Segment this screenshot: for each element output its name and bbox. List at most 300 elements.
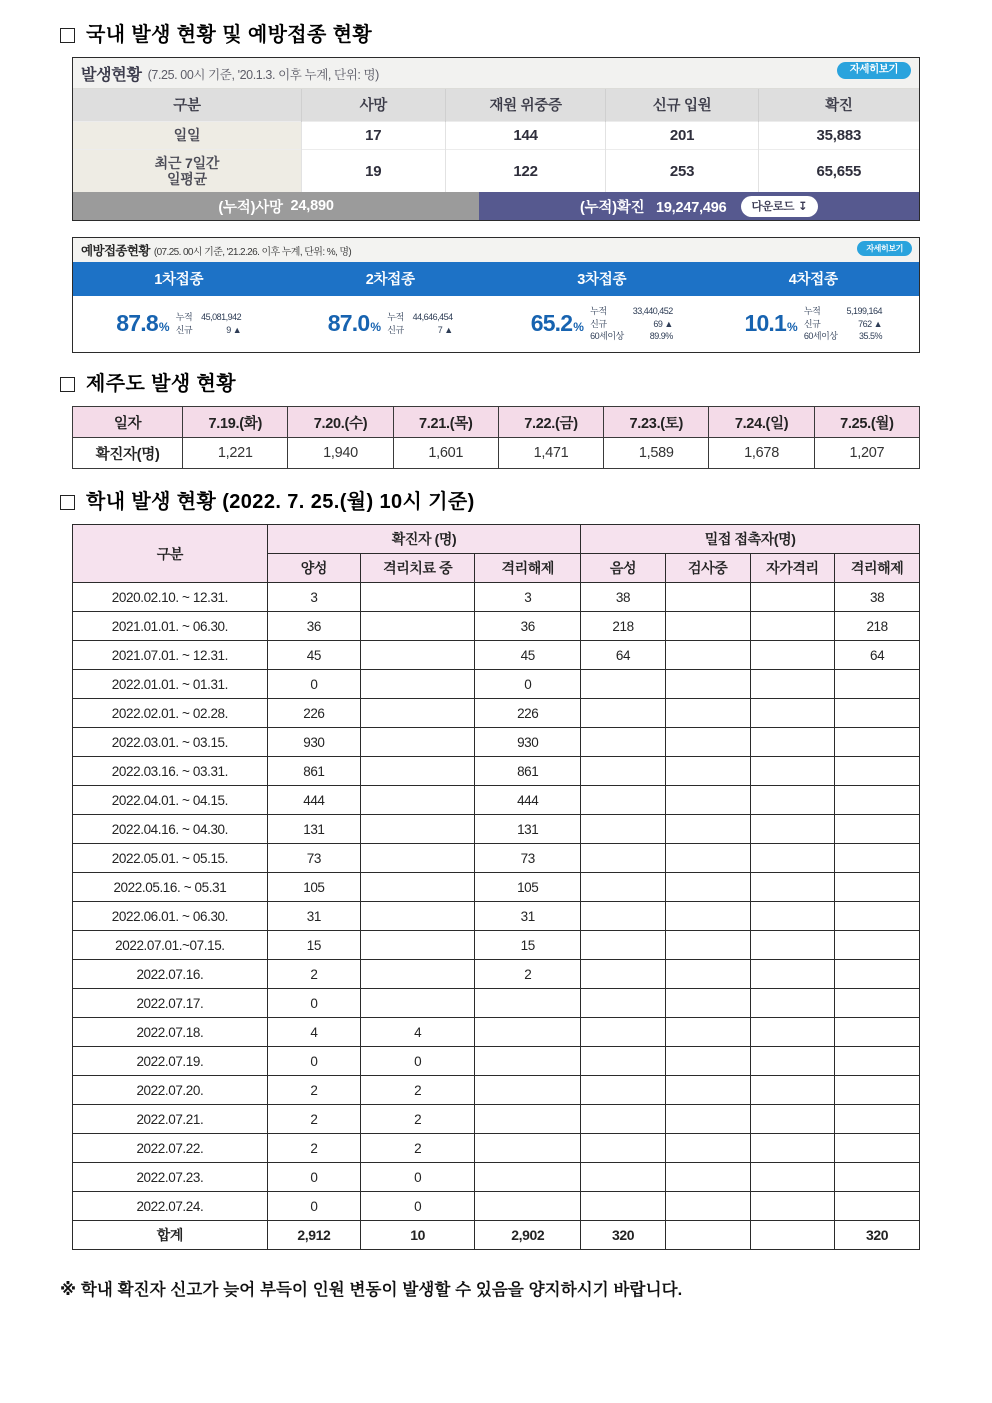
school-cell-isolation-released: 31 [475, 902, 581, 931]
vaccination-dose2-cell [285, 296, 497, 352]
school-cell-contact-isolation-released [835, 1047, 920, 1076]
school-cell-testing [665, 1134, 750, 1163]
outbreak-row-label-line1: 최근 7일간 [154, 155, 220, 171]
outbreak-caption-note: (7.25. 00시 기준, '20.1.3. 이후 누계, 단위: 명) [147, 67, 379, 82]
school-cell-testing [665, 1192, 750, 1221]
school-cell-in-isolation-treatment [360, 728, 474, 757]
school-cell-self-isolation [750, 1105, 835, 1134]
school-cell-positive: 15 [267, 931, 360, 960]
outbreak-daily-death: 17 [301, 122, 445, 150]
cumulative-confirmed-value: 19,247,496 [655, 199, 727, 216]
school-cell-isolation-released [475, 1105, 581, 1134]
outbreak-row-label-weekly-avg [73, 150, 301, 193]
stat-key: 신규 [803, 318, 821, 329]
table-row [73, 786, 920, 815]
school-row-label: 2022.07.20. [73, 1076, 268, 1105]
outbreak-avg-critical: 122 [445, 150, 606, 193]
school-row-label: 2022.07.21. [73, 1105, 268, 1134]
vaccination-dose4-percent [744, 312, 796, 335]
checkbox-icon [60, 495, 75, 510]
table-row [73, 844, 920, 873]
outbreak-row-label-daily: 일일 [73, 122, 301, 150]
school-total-self-isolation [750, 1221, 835, 1250]
school-cell-positive: 36 [267, 612, 360, 641]
jeju-value-0719: 1,221 [183, 438, 288, 469]
outbreak-col-death: 사망 [301, 89, 445, 122]
table-row [73, 1163, 920, 1192]
school-cell-negative [581, 786, 666, 815]
stat-value: 44,646,454 [412, 312, 453, 323]
school-cell-self-isolation [750, 699, 835, 728]
school-cell-negative: 38 [581, 583, 666, 612]
jeju-value-0725: 1,207 [814, 438, 919, 469]
jeju-value-0721: 1,601 [393, 438, 498, 469]
school-cell-negative [581, 902, 666, 931]
school-cell-contact-isolation-released [835, 1134, 920, 1163]
school-cell-positive: 444 [267, 786, 360, 815]
stat-value: 35.5% [859, 331, 883, 341]
school-total-row [73, 1221, 920, 1250]
vaccination-dose2-percent-unit: % [370, 320, 381, 335]
outbreak-daily-newadmission: 201 [606, 122, 758, 150]
school-col-isolation-released: 격리해제 [475, 554, 581, 583]
school-cell-contact-isolation-released [835, 844, 920, 873]
school-cell-negative [581, 1134, 666, 1163]
school-cell-in-isolation-treatment [360, 960, 474, 989]
school-cell-self-isolation [750, 612, 835, 641]
school-cell-isolation-released [475, 1047, 581, 1076]
table-row [73, 641, 920, 670]
stat-key: 누적 [175, 312, 193, 323]
school-cell-contact-isolation-released [835, 902, 920, 931]
school-group-contacts: 밀접 접촉자(명) [581, 525, 920, 554]
table-row [73, 1192, 920, 1221]
school-row-label: 2022.07.17. [73, 989, 268, 1018]
school-cell-testing [665, 641, 750, 670]
school-cell-self-isolation [750, 902, 835, 931]
table-row [73, 989, 920, 1018]
school-cell-testing [665, 670, 750, 699]
outbreak-avg-confirmed: 65,655 [758, 150, 919, 193]
vaccination-dose3-header: 3차접종 [577, 272, 627, 289]
school-cell-positive: 2 [267, 1076, 360, 1105]
school-row-label: 2022.07.23. [73, 1163, 268, 1192]
vaccination-dose1-percent-value: 87.8 [116, 310, 158, 337]
outbreak-status-panel [72, 57, 920, 221]
school-cell-positive: 45 [267, 641, 360, 670]
checkbox-icon [60, 28, 75, 43]
stat-value: 5,199,164 [846, 306, 883, 317]
school-cell-self-isolation [750, 960, 835, 989]
school-group-confirmed: 확진자 (명) [267, 525, 580, 554]
school-total-in-isolation: 10 [360, 1221, 474, 1250]
school-cell-self-isolation [750, 815, 835, 844]
school-cell-positive: 2 [267, 1134, 360, 1163]
school-cell-negative [581, 931, 666, 960]
section-heading-domestic [60, 24, 932, 46]
school-cell-positive: 226 [267, 699, 360, 728]
school-row-label: 2021.07.01. ~ 12.31. [73, 641, 268, 670]
school-cell-contact-isolation-released [835, 757, 920, 786]
outbreak-col-newadmission: 신규 입원 [606, 89, 758, 122]
school-cell-in-isolation-treatment: 2 [360, 1076, 474, 1105]
jeju-col-0724: 7.24.(일) [709, 407, 814, 438]
outbreak-detail-button[interactable]: 자세히보기 [837, 62, 911, 79]
school-row-label: 2020.02.10. ~ 12.31. [73, 583, 268, 612]
table-row [73, 757, 920, 786]
school-cell-negative [581, 960, 666, 989]
school-cell-contact-isolation-released [835, 931, 920, 960]
school-cell-contact-isolation-released [835, 815, 920, 844]
outbreak-col-division: 구분 [73, 89, 301, 122]
school-cell-self-isolation [750, 873, 835, 902]
stat-value: 762 ▲ [858, 318, 883, 329]
download-button[interactable] [741, 196, 819, 217]
school-cell-contact-isolation-released [835, 1163, 920, 1192]
vaccination-dose3-percent-value: 65.2 [530, 310, 573, 337]
school-cell-negative [581, 1047, 666, 1076]
school-cell-testing [665, 1076, 750, 1105]
section-heading-jeju [60, 373, 932, 395]
stat-value: 69 ▲ [653, 318, 673, 329]
download-icon: ↧ [797, 200, 808, 213]
school-cell-negative [581, 1018, 666, 1047]
cumulative-death-label: (누적)사망 [218, 199, 283, 216]
school-total-isolation-released: 2,902 [475, 1221, 581, 1250]
vaccination-caption [73, 238, 919, 262]
school-cell-positive: 131 [267, 815, 360, 844]
jeju-col-0725: 7.25.(월) [814, 407, 919, 438]
outbreak-col-critical: 재원 위중증 [445, 89, 606, 122]
school-row-label: 2022.06.01. ~ 06.30. [73, 902, 268, 931]
school-cell-in-isolation-treatment: 0 [360, 1047, 474, 1076]
school-cell-isolation-released: 3 [475, 583, 581, 612]
school-cell-self-isolation [750, 641, 835, 670]
school-cell-isolation-released [475, 1192, 581, 1221]
school-cell-in-isolation-treatment [360, 641, 474, 670]
table-row [73, 728, 920, 757]
school-cell-self-isolation [750, 1047, 835, 1076]
school-col-testing: 검사중 [665, 554, 750, 583]
school-cell-testing [665, 902, 750, 931]
school-row-label: 2022.05.16. ~ 05.31 [73, 873, 268, 902]
school-cell-positive: 930 [267, 728, 360, 757]
school-header-row-1 [73, 525, 920, 554]
outbreak-col-confirmed: 확진 [758, 89, 919, 122]
jeju-col-date: 일자 [73, 407, 183, 438]
school-cell-in-isolation-treatment [360, 844, 474, 873]
school-col-self-isolation: 자가격리 [750, 554, 835, 583]
school-cell-in-isolation-treatment [360, 786, 474, 815]
school-cell-positive: 105 [267, 873, 360, 902]
stat-value: 9 ▲ [226, 324, 242, 335]
school-cell-self-isolation [750, 786, 835, 815]
school-cell-negative [581, 1105, 666, 1134]
school-cell-testing [665, 1105, 750, 1134]
school-cell-isolation-released: 444 [475, 786, 581, 815]
jeju-col-0720: 7.20.(수) [288, 407, 393, 438]
school-cell-testing [665, 960, 750, 989]
jeju-table [72, 406, 920, 469]
school-row-label: 2022.07.16. [73, 960, 268, 989]
school-cell-positive: 0 [267, 1192, 360, 1221]
school-cell-in-isolation-treatment [360, 931, 474, 960]
vaccination-dose4-percent-value: 10.1 [744, 310, 787, 337]
school-cell-contact-isolation-released [835, 1192, 920, 1221]
school-table-body [73, 583, 920, 1221]
school-cell-testing [665, 699, 750, 728]
jeju-value-0723: 1,589 [604, 438, 709, 469]
cumulative-confirmed-group [580, 196, 727, 217]
table-row [73, 960, 920, 989]
school-cell-self-isolation [750, 989, 835, 1018]
vaccination-dose3-stats [590, 305, 673, 342]
school-row-label: 2022.07.19. [73, 1047, 268, 1076]
vaccination-dose2-stats [387, 311, 452, 336]
stat-key: 신규 [387, 324, 404, 335]
table-row [73, 815, 920, 844]
school-cell-isolation-released: 0 [475, 670, 581, 699]
vaccination-status-panel [72, 237, 920, 353]
school-row-label: 2022.03.01. ~ 03.15. [73, 728, 268, 757]
school-cell-isolation-released: 930 [475, 728, 581, 757]
jeju-value-0724: 1,678 [709, 438, 814, 469]
school-row-label: 2022.04.01. ~ 04.15. [73, 786, 268, 815]
cumulative-confirmed-block [479, 192, 919, 220]
school-cell-negative [581, 989, 666, 1018]
cumulative-confirmed-label: (누적)확진 [579, 199, 645, 216]
download-button-label: 다운로드 [751, 200, 794, 213]
school-cell-testing [665, 1018, 750, 1047]
school-total-contact-released: 320 [835, 1221, 920, 1250]
outbreak-avg-death: 19 [301, 150, 445, 193]
school-col-division: 구분 [73, 525, 268, 583]
stat-key: 60세이상 [590, 331, 624, 341]
school-cell-in-isolation-treatment [360, 873, 474, 902]
school-cell-positive: 31 [267, 902, 360, 931]
cumulative-death-block [73, 192, 479, 220]
cumulative-death-value: 24,890 [290, 198, 334, 215]
school-cell-in-isolation-treatment: 2 [360, 1134, 474, 1163]
school-cell-self-isolation [750, 1163, 835, 1192]
school-cell-contact-isolation-released [835, 1018, 920, 1047]
stat-key: 60세이상 [803, 331, 838, 341]
footer-note: ※ 학내 확진자 신고가 늦어 부득이 인원 변동이 발생할 수 있음을 양지하시기 바랍니다. [60, 1281, 683, 1300]
school-cell-self-isolation [750, 1076, 835, 1105]
table-row [73, 1047, 920, 1076]
school-cell-isolation-released: 45 [475, 641, 581, 670]
table-row [73, 612, 920, 641]
section-title: 국내 발생 현황 및 예방접종 현황 [86, 24, 373, 46]
jeju-header-row [73, 407, 920, 438]
outbreak-daily-confirmed: 35,883 [758, 122, 919, 150]
vaccination-dose1-stats [176, 311, 241, 336]
school-row-label: 2022.07.18. [73, 1018, 268, 1047]
school-col-in-isolation-treatment: 격리치료 중 [360, 554, 474, 583]
stat-value: 33,440,452 [632, 306, 673, 317]
jeju-col-0723: 7.23.(토) [604, 407, 709, 438]
school-cell-negative [581, 815, 666, 844]
school-cell-in-isolation-treatment: 0 [360, 1163, 474, 1192]
vaccination-dose4-stats [804, 305, 882, 342]
school-cell-contact-isolation-released: 218 [835, 612, 920, 641]
section-heading-school [60, 491, 932, 513]
vaccination-dose3-percent-unit: % [573, 320, 584, 335]
vaccination-dose4-percent-unit: % [787, 320, 797, 335]
school-cell-negative [581, 844, 666, 873]
school-cell-isolation-released: 861 [475, 757, 581, 786]
school-cell-testing [665, 931, 750, 960]
school-cell-contact-isolation-released [835, 989, 920, 1018]
vaccination-values-row [73, 296, 919, 352]
school-cell-isolation-released [475, 1018, 581, 1047]
table-row [73, 1018, 920, 1047]
school-cell-isolation-released [475, 989, 581, 1018]
checkbox-icon [60, 377, 75, 392]
table-row [73, 122, 919, 150]
school-cell-negative [581, 699, 666, 728]
vaccination-dose1-percent-unit: % [158, 320, 169, 335]
school-cell-isolation-released [475, 1076, 581, 1105]
school-cell-self-isolation [750, 583, 835, 612]
table-row [73, 1105, 920, 1134]
school-cell-isolation-released: 73 [475, 844, 581, 873]
school-cell-in-isolation-treatment [360, 612, 474, 641]
jeju-col-0722: 7.22.(금) [498, 407, 603, 438]
school-cell-testing [665, 728, 750, 757]
outbreak-avg-newadmission: 253 [606, 150, 758, 193]
school-cell-contact-isolation-released: 38 [835, 583, 920, 612]
school-cell-positive: 0 [267, 670, 360, 699]
school-cell-negative [581, 873, 666, 902]
vaccination-dose1-header: 1차접종 [154, 272, 204, 289]
vaccination-detail-button[interactable]: 자세히보기 [857, 241, 912, 256]
school-cell-positive: 4 [267, 1018, 360, 1047]
school-cell-positive: 3 [267, 583, 360, 612]
school-table [72, 524, 920, 1250]
vaccination-dose2-percent [328, 312, 380, 335]
school-cell-contact-isolation-released [835, 699, 920, 728]
school-cell-contact-isolation-released [835, 873, 920, 902]
school-row-label: 2022.03.16. ~ 03.31. [73, 757, 268, 786]
school-col-negative: 음성 [581, 554, 666, 583]
school-cell-negative [581, 728, 666, 757]
table-row [73, 699, 920, 728]
school-cell-testing [665, 583, 750, 612]
vaccination-caption-title: 예방접종현황 [81, 244, 150, 259]
vaccination-dose2-header: 2차접종 [365, 272, 415, 289]
jeju-col-0721: 7.21.(목) [393, 407, 498, 438]
school-cell-self-isolation [750, 1134, 835, 1163]
section-title: 학내 발생 현황 (2022. 7. 25.(월) 10시 기준) [86, 491, 475, 514]
school-cell-contact-isolation-released [835, 786, 920, 815]
outbreak-caption [73, 58, 919, 89]
school-cell-in-isolation-treatment [360, 902, 474, 931]
stat-key: 누적 [803, 306, 821, 317]
school-cell-positive: 73 [267, 844, 360, 873]
vaccination-dose3-cell [496, 296, 708, 352]
school-cell-contact-isolation-released [835, 728, 920, 757]
table-row [73, 438, 920, 469]
school-cell-self-isolation [750, 844, 835, 873]
vaccination-header-row [73, 262, 919, 296]
table-row [73, 1076, 920, 1105]
school-table-foot [73, 1221, 920, 1250]
table-row [73, 902, 920, 931]
school-cell-self-isolation [750, 757, 835, 786]
vaccination-caption-note: (07.25. 00시 기준, '21.2.26. 이후 누계, 단위: %, 명) [153, 246, 352, 258]
jeju-row-label: 확진자(명) [73, 438, 183, 469]
outbreak-footer-bar [73, 192, 919, 220]
table-row [73, 150, 919, 193]
stat-key: 누적 [387, 312, 404, 323]
stat-value: 89.9% [649, 331, 673, 341]
school-row-label: 2022.07.01.~07.15. [73, 931, 268, 960]
school-cell-positive: 0 [267, 989, 360, 1018]
school-cell-negative [581, 757, 666, 786]
school-cell-self-isolation [750, 931, 835, 960]
school-cell-isolation-released [475, 1134, 581, 1163]
school-cell-negative: 64 [581, 641, 666, 670]
jeju-value-0720: 1,940 [288, 438, 393, 469]
school-cell-self-isolation [750, 670, 835, 699]
vaccination-dose3-percent [531, 312, 583, 335]
section-title: 제주도 발생 현황 [86, 373, 236, 396]
school-col-contact-isolation-released: 격리해제 [835, 554, 920, 583]
school-col-positive: 양성 [267, 554, 360, 583]
jeju-col-0719: 7.19.(화) [183, 407, 288, 438]
vaccination-dose1-cell [73, 296, 285, 352]
school-cell-self-isolation [750, 728, 835, 757]
school-cell-contact-isolation-released [835, 1076, 920, 1105]
school-cell-in-isolation-treatment [360, 989, 474, 1018]
school-total-positive: 2,912 [267, 1221, 360, 1250]
school-cell-in-isolation-treatment: 4 [360, 1018, 474, 1047]
school-row-label: 2022.04.16. ~ 04.30. [73, 815, 268, 844]
school-cell-isolation-released: 131 [475, 815, 581, 844]
school-cell-testing [665, 1163, 750, 1192]
school-cell-negative: 218 [581, 612, 666, 641]
outbreak-daily-critical: 144 [445, 122, 606, 150]
table-row [73, 1134, 920, 1163]
jeju-value-0722: 1,471 [498, 438, 603, 469]
vaccination-dose1-percent [116, 312, 168, 335]
school-row-label: 2022.05.01. ~ 05.15. [73, 844, 268, 873]
school-row-label: 2022.02.01. ~ 02.28. [73, 699, 268, 728]
school-cell-in-isolation-treatment [360, 757, 474, 786]
school-cell-negative [581, 1076, 666, 1105]
school-cell-testing [665, 844, 750, 873]
school-total-negative: 320 [581, 1221, 666, 1250]
school-cell-self-isolation [750, 1192, 835, 1221]
school-cell-testing [665, 612, 750, 641]
school-cell-testing [665, 989, 750, 1018]
table-row [73, 931, 920, 960]
table-row [73, 873, 920, 902]
school-cell-testing [665, 873, 750, 902]
school-cell-testing [665, 757, 750, 786]
outbreak-row-label-line2: 일평균 [166, 171, 207, 188]
school-cell-testing [665, 1047, 750, 1076]
school-cell-in-isolation-treatment [360, 699, 474, 728]
school-row-label: 2022.01.01. ~ 01.31. [73, 670, 268, 699]
school-cell-isolation-released [475, 1163, 581, 1192]
school-total-label: 합계 [73, 1221, 268, 1250]
school-cell-positive: 0 [267, 1163, 360, 1192]
school-cell-contact-isolation-released [835, 670, 920, 699]
school-cell-in-isolation-treatment [360, 670, 474, 699]
outbreak-table [73, 89, 919, 192]
